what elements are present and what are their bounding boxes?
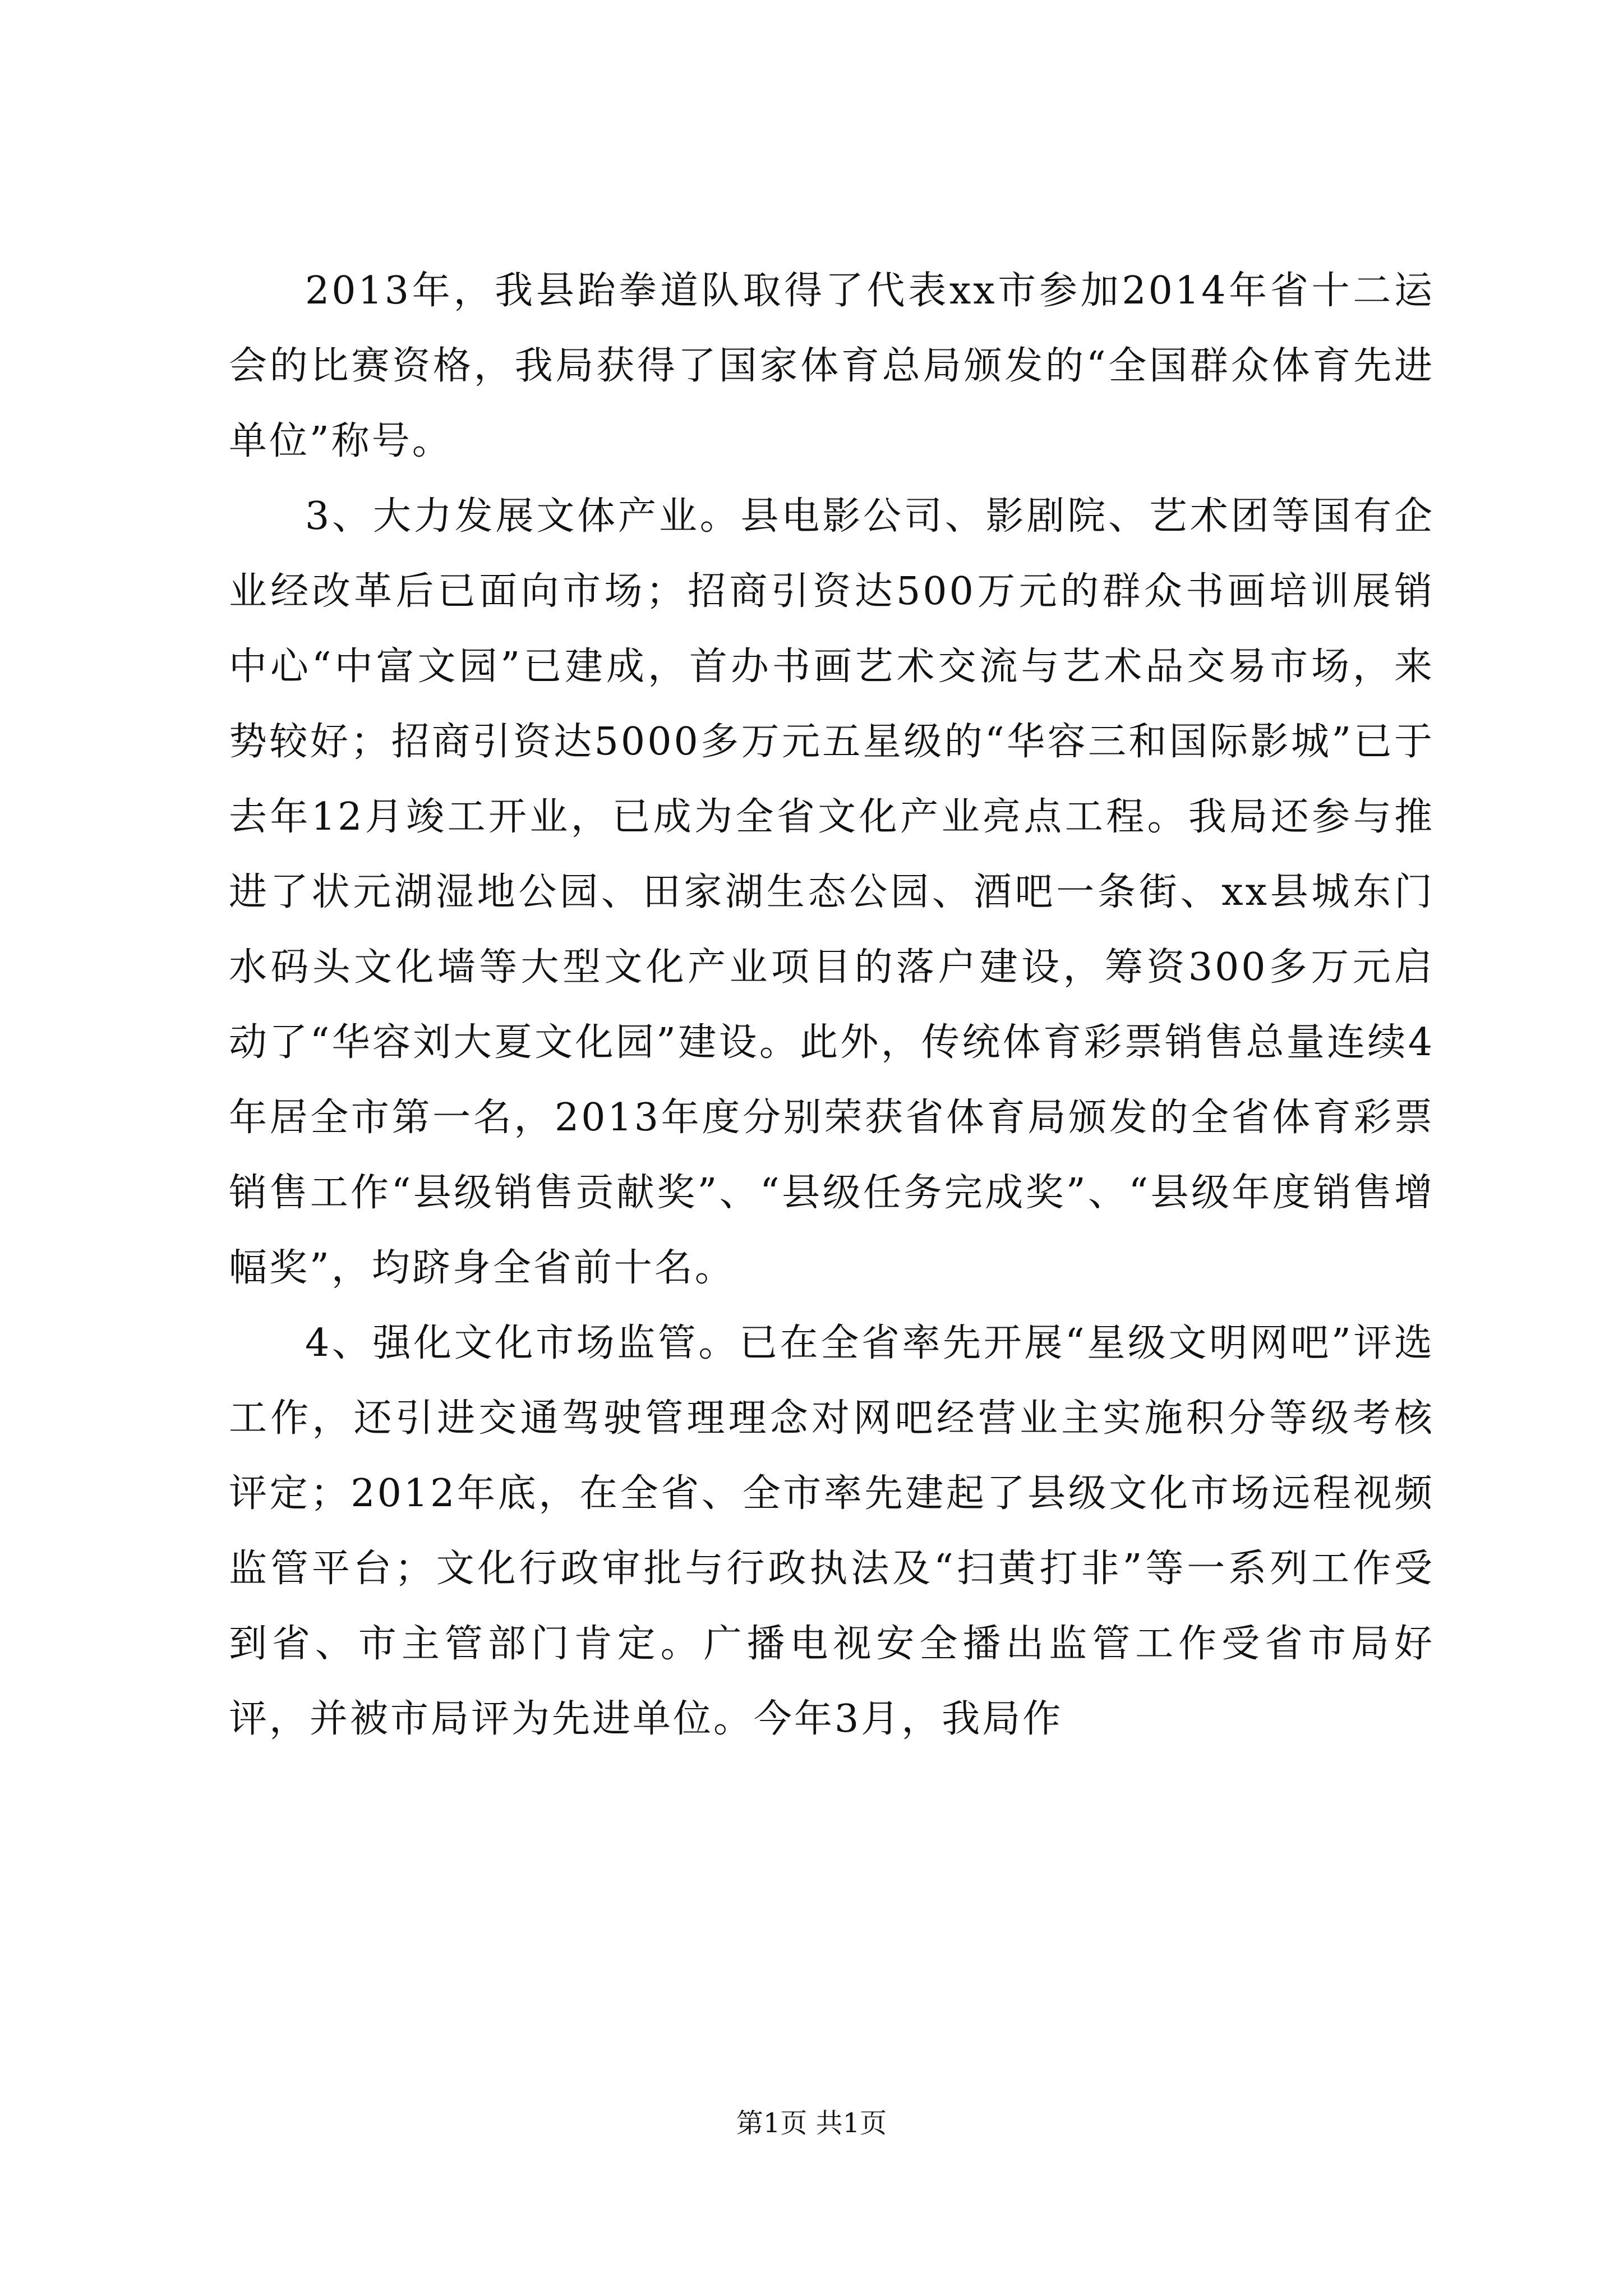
page-number: 第1页 共1页 xyxy=(736,2108,887,2139)
paragraph-3: 4、强化文化市场监管。已在全省率先开展“星级文明网吧”评选工作，还引进交通驾驶管理理念对网吧经营业主实施积分等级考核评定；2012年底，在全省、全市率先建起了县级文化市场远程视频监管平台；文化行政审批与行政执法及“扫黄打非”等一系列工作受到省、市主管部门肯定。广播电视安全播出监管工作受省市局好评，并被市局评为先进单位。今年3月，我局作 xyxy=(229,1321,1435,1741)
document-body xyxy=(229,254,1435,1757)
paragraph-1: 2013年，我县跆拳道队取得了代表xx市参加2014年省十二运会的比赛资格，我局获得了国家体育总局颁发的“全国群众体育先进单位”称号。 xyxy=(229,269,1435,463)
page-footer xyxy=(0,2106,1623,2140)
paragraph-2: 3、大力发展文体产业。县电影公司、影剧院、艺术团等国有企业经改革后已面向市场；招商引资达500万元的群众书画培训展销中心“中富文园”已建成，首办书画艺术交流与艺术品交易市场，来势较好；招商引资达5000多万元五星级的“华容三和国际影城”已于去年12月竣工开业，已成为全省文化产业亮点工程。我局还参与推进了状元湖湿地公园、田家湖生态公园、酒吧一条街、xx县城东门水码头文化墙等大型文化产业项目的落户建设，筹资300多万元启动了“华容刘大夏文化园”建设。此外，传统体育彩票销售总量连续4年居全市第一名，2013年度分别荣获省体育局颁发的全省体育彩票销售工作“县级销售贡献奖”、“县级任务完成奖”、“县级年度销售增幅奖”，均跻身全省前十名。 xyxy=(229,494,1435,1290)
